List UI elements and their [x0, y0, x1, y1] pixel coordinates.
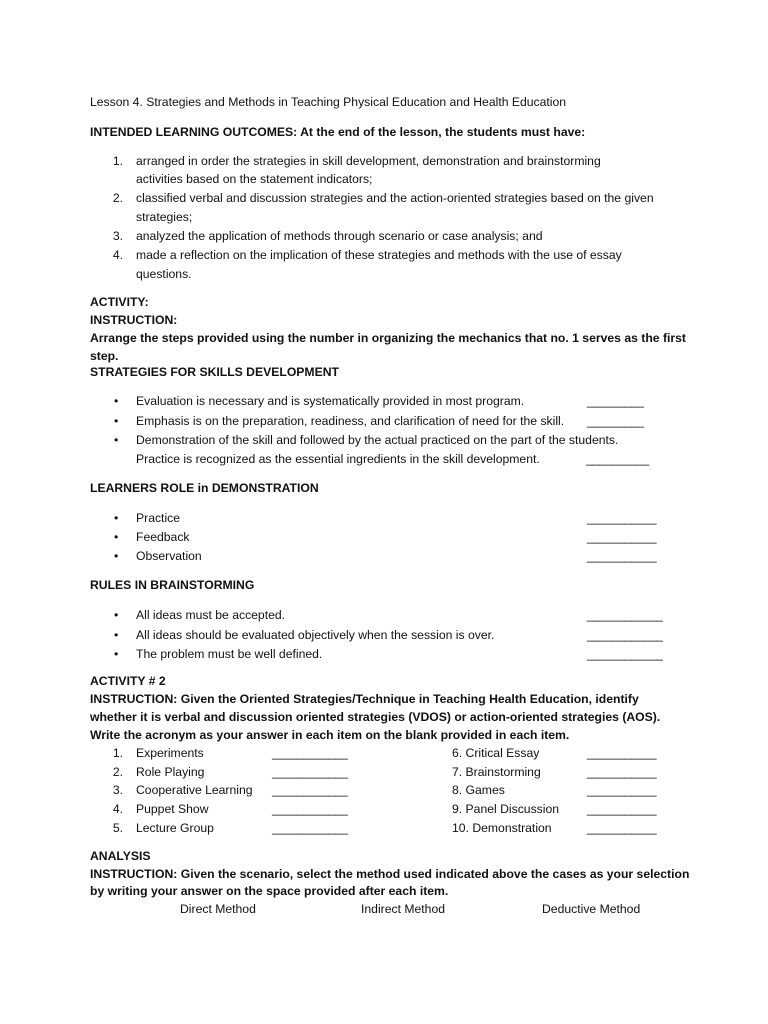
- bullet-icon: •: [114, 549, 119, 563]
- bullet-icon: •: [114, 511, 119, 525]
- strategy-item: Puppet Show: [136, 802, 209, 816]
- list-item: Demonstration of the skill and followed by the actual practiced on the part of the students.: [136, 433, 619, 447]
- list-item: Observation: [136, 549, 202, 563]
- strategy-item: 7. Brainstorming: [452, 765, 541, 779]
- ilo-item-number: 4.: [112, 248, 123, 262]
- list-item: Feedback: [136, 530, 190, 544]
- answer-blank[interactable]: ___________: [587, 783, 657, 797]
- list-item: Evaluation is necessary and is systematically provided in most program.: [136, 394, 525, 408]
- ilo-item-text: analyzed the application of methods through scenario or case analysis; and: [136, 229, 543, 243]
- list-item: Practice: [136, 511, 181, 525]
- answer-blank[interactable]: ____________: [272, 765, 348, 779]
- bullet-icon: •: [114, 530, 119, 544]
- instruction-text: by writing your answer on the space provided after each item.: [90, 884, 449, 898]
- ilo-item-number: 1.: [112, 154, 123, 168]
- answer-blank[interactable]: ___________: [587, 746, 657, 760]
- bullet-icon: •: [114, 608, 119, 622]
- answer-blank[interactable]: ____________: [587, 628, 663, 642]
- bullet-icon: •: [114, 394, 119, 408]
- list-item: Emphasis is on the preparation, readiness, and clarification of need for the skill.: [136, 414, 565, 428]
- answer-blank[interactable]: ____________: [272, 746, 348, 760]
- strategy-item: Experiments: [136, 746, 204, 760]
- analysis-label: ANALYSIS: [90, 849, 151, 863]
- activity-label: ACTIVITY:: [90, 295, 149, 309]
- ilo-item-text: activities based on the statement indicators;: [136, 172, 373, 186]
- strategy-item: 6. Critical Essay: [452, 746, 540, 760]
- list-item: The problem must be well defined.: [136, 647, 323, 661]
- strategy-item: Cooperative Learning: [136, 783, 253, 797]
- instruction-label: INSTRUCTION:: [90, 313, 178, 327]
- answer-blank[interactable]: ___________: [587, 765, 657, 779]
- strategy-item: 10. Demonstration: [452, 821, 552, 835]
- bullet-icon: •: [114, 433, 119, 447]
- answer-blank[interactable]: ____________: [587, 608, 663, 622]
- ilo-item-text: questions.: [136, 267, 192, 281]
- answer-blank[interactable]: ____________: [272, 783, 348, 797]
- instruction-text: INSTRUCTION: Given the Oriented Strategies/Technique in Teaching Health Education, identify: [90, 692, 639, 706]
- ilo-item-text: made a reflection on the implication of these strategies and methods with the use of essay: [136, 248, 622, 262]
- ilo-item-text: classified verbal and discussion strategies and the action-oriented strategies based on the given: [136, 191, 654, 205]
- strategy-item: 9. Panel Discussion: [452, 802, 560, 816]
- method-option: Direct Method: [180, 902, 256, 916]
- answer-blank[interactable]: __________: [586, 452, 649, 466]
- answer-blank[interactable]: ____________: [272, 802, 348, 816]
- skills-heading: STRATEGIES FOR SKILLS DEVELOPMENT: [90, 365, 339, 379]
- answer-blank[interactable]: _________: [587, 414, 644, 428]
- item-number: 4.: [112, 802, 123, 816]
- brainstorming-heading: RULES IN BRAINSTORMING: [90, 578, 255, 592]
- lesson-title: Lesson 4. Strategies and Methods in Teaching Physical Education and Health Education: [90, 95, 567, 109]
- item-number: 2.: [112, 765, 123, 779]
- bullet-icon: •: [114, 414, 119, 428]
- ilo-item-text: strategies;: [136, 210, 193, 224]
- instruction-text: INSTRUCTION: Given the scenario, select the method used indicated above the cases as your selection: [90, 867, 690, 881]
- instruction-text: Write the acronym as your answer in each item on the blank provided in each item.: [90, 728, 570, 742]
- ilo-item-number: 3.: [112, 229, 123, 243]
- ilo-item-number: 2.: [112, 191, 123, 205]
- answer-blank[interactable]: ____________: [272, 821, 348, 835]
- learners-role-heading: LEARNERS ROLE in DEMONSTRATION: [90, 481, 319, 495]
- item-number: 1.: [112, 746, 123, 760]
- ilo-item-text: arranged in order the strategies in skill development, demonstration and brainstorming: [136, 154, 601, 168]
- bullet-icon: •: [114, 647, 119, 661]
- list-item-continuation: Practice is recognized as the essential ingredients in the skill development.: [136, 452, 540, 466]
- answer-blank[interactable]: ___________: [587, 549, 657, 563]
- bullet-icon: •: [114, 628, 119, 642]
- list-item: All ideas should be evaluated objectively when the session is over.: [136, 628, 495, 642]
- ilo-heading: INTENDED LEARNING OUTCOMES: At the end of the lesson, the students must have:: [90, 125, 586, 139]
- answer-blank[interactable]: ___________: [587, 511, 657, 525]
- method-option: Deductive Method: [542, 902, 641, 916]
- strategy-item: 8. Games: [452, 783, 505, 797]
- list-item: All ideas must be accepted.: [136, 608, 286, 622]
- strategy-item: Lecture Group: [136, 821, 214, 835]
- method-option: Indirect Method: [361, 902, 446, 916]
- answer-blank[interactable]: _________: [587, 394, 644, 408]
- item-number: 3.: [112, 783, 123, 797]
- answer-blank[interactable]: ___________: [587, 821, 657, 835]
- strategy-item: Role Playing: [136, 765, 205, 779]
- instruction-text: whether it is verbal and discussion oriented strategies (VDOS) or action-oriented strategies (AOS).: [90, 710, 661, 724]
- item-number: 5.: [112, 821, 123, 835]
- answer-blank[interactable]: ____________: [587, 647, 663, 661]
- instruction-text: step.: [90, 349, 119, 363]
- answer-blank[interactable]: ___________: [587, 802, 657, 816]
- answer-blank[interactable]: ___________: [587, 530, 657, 544]
- activity2-label: ACTIVITY # 2: [90, 674, 166, 688]
- instruction-text: Arrange the steps provided using the number in organizing the mechanics that no. 1 serves as the first: [90, 331, 686, 345]
